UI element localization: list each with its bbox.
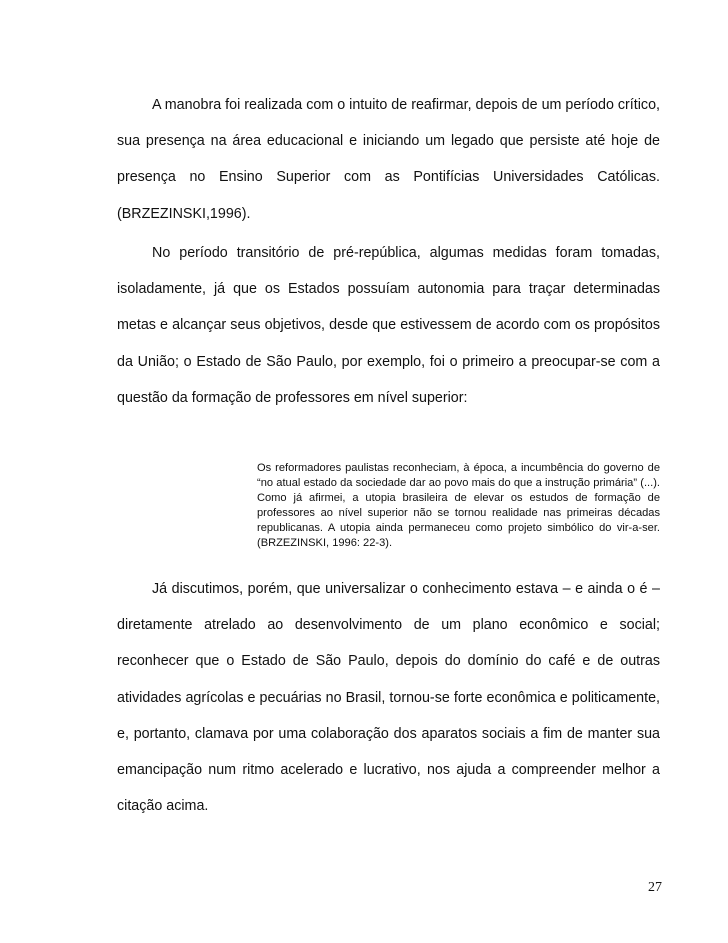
block-quote: Os reformadores paulistas reconheciam, à época, a incumbência do governo de “no atual estado da sociedade dar ao povo mais do que a instrução primária” (...). Como já afirmei, a utopia brasileira de elevar os estudos de formação de professores ao nível superior não se tornou realidade nas primeiras décadas republicanas. A utopia ainda permaneceu como projeto simbólico do vir-a-ser. (BRZEZINSKI, 1996: 22-3). — [257, 462, 660, 549]
page-number: 27 — [648, 880, 662, 895]
paragraph-2: No período transitório de pré-república, algumas medidas foram tomadas, isoladamente, já que os Estados possuíam autonomia para traçar determinadas metas e alcançar seus objetivos, desde que estivessem de acordo com os propósitos da União; o Estado de São Paulo, por exemplo, foi o primeiro a preocupar-se com a questão da formação de professores em nível superior: — [117, 245, 660, 406]
paragraph-1: A manobra foi realizada com o intuito de reafirmar, depois de um período crítico, sua presença na área educacional e iniciando um legado que persiste até hoje de presença no Ensino Superior com as Pontifícias Universidades Católicas. (BRZEZINSKI,1996). — [117, 97, 660, 222]
paragraph-3: Já discutimos, porém, que universalizar o conhecimento estava – e ainda o é – diretamente atrelado ao desenvolvimento de um plano econômico e social; reconhecer que o Estado de São Paulo, depois do domínio do café e de outras atividades agrícolas e pecuárias no Brasil, tornou-se forte econômica e politicamente, e, portanto, clamava por uma colaboração dos aparatos sociais a fim de manter sua emancipação num ritmo acelerado e lucrativo, nos ajuda a compreender melhor a citação acima. — [117, 581, 660, 815]
